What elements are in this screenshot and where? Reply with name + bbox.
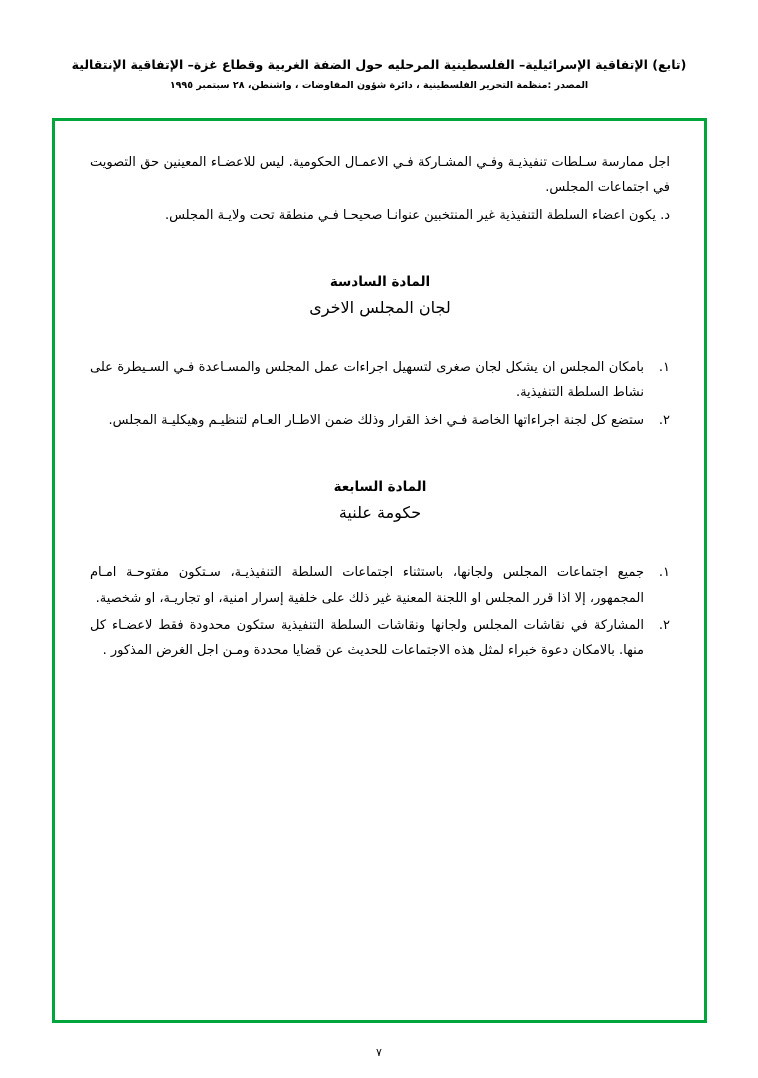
list-item-marker: ١. bbox=[658, 565, 670, 581]
article-section bbox=[90, 475, 670, 528]
list-item-marker: ٢. bbox=[658, 617, 670, 633]
list-item bbox=[90, 355, 670, 406]
intro-paragraph: د. يكون اعضاء السلطة التنفيذية غير المنتخبين عنوانـا صحيحـا فـي منطقة تحت ولايـة المجلس. bbox=[164, 207, 670, 223]
list-item bbox=[90, 613, 670, 664]
page-number: ٧ bbox=[376, 1046, 382, 1059]
list-item-text: بامكان المجلس ان يشكل لجان صغرى لتسهيل اجراءات عمل المجلس والمسـاعدة فـي السـيطرة على نشاط السلطة التنفيذية. bbox=[90, 360, 644, 401]
list-item-marker: ٢. bbox=[658, 412, 670, 428]
article-label: المادة السادسة bbox=[329, 274, 431, 291]
article-title: لجان المجلس الاخرى bbox=[309, 298, 451, 318]
list-item bbox=[90, 408, 670, 433]
header-source: المصدر :منظمة التحرير الفلسطينية ، دائرة شؤون المفاوضات ، واشنطن، ٢٨ سبتمبر ١٩٩٥ bbox=[169, 79, 589, 91]
article-title: حكومة علنية bbox=[338, 503, 422, 523]
list-item-marker: ١. bbox=[658, 360, 670, 376]
article-section bbox=[90, 270, 670, 323]
list-item-text: ستضع كل لجنة اجراءاتها الخاصة فـي اخذ القرار وذلك ضمن الاطـار العـام لتنظيـم وهيكليـة المجلس. bbox=[108, 412, 644, 428]
header-title: (تابع) الإتفاقية الإسرائيلية– الفلسطينية المرحليه حول الضفة الغربية وقطاع غزة– الإتفاقية الإنتقالية bbox=[71, 57, 687, 72]
page-footer bbox=[0, 1046, 758, 1059]
article-label: المادة السابعة bbox=[333, 479, 427, 496]
document-body bbox=[90, 150, 670, 666]
list-item-text: المشاركة في نقاشات المجلس ولجانها ونقاشات السلطة التنفيذية ستكون محدودة فقط لاعضـاء كل منها. بالامكان دعوة خبراء لمثل هذه الاجتماعات للحديث عن قضايا محددة ومـن اجل الغرض المذكور . bbox=[90, 617, 644, 659]
list-item bbox=[90, 560, 670, 611]
intro-paragraph: اجل ممارسة سـلطات تنفيذيـة وفـي المشـاركة فـي الاعمـال الحكومية. ليس للاعضـاء المعينين حق التصويت في اجتماعات المجلس. bbox=[90, 155, 670, 196]
document-header bbox=[0, 56, 758, 91]
list-item-text: جميع اجتماعات المجلس ولجانها، باستثناء اجتماعات السلطة التنفيذيـة، سـتكون مفتوحـة امـام المجمهور، إلا اذا قرر المجلس او اللجنة المعنية غير ذلك على خلفية إسرار امنية، او تجاريـة، او شخصية. bbox=[90, 565, 644, 606]
